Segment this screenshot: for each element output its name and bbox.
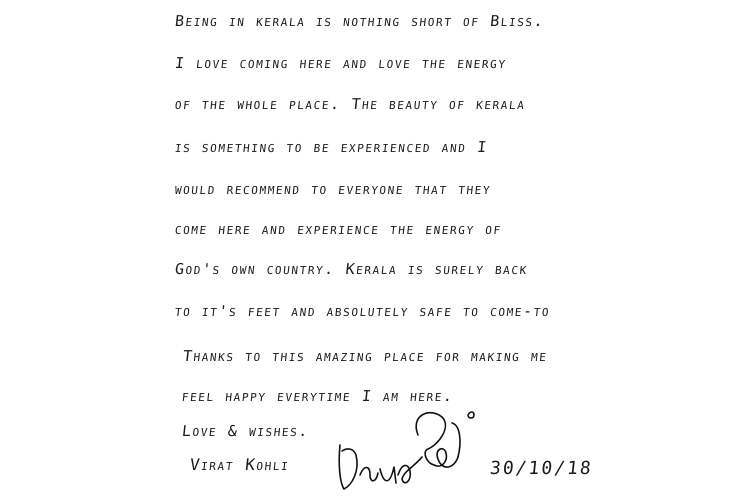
closing-line: Love & wishes.: [181, 422, 311, 440]
note-line: Being in kerala is nothing short of Bliss.: [174, 12, 546, 30]
note-line: God's own country. Kerala is surely back: [174, 260, 529, 278]
date: 30/10/18: [488, 458, 594, 479]
note-line: come here and experience the energy of: [174, 220, 503, 238]
note-line: is something to be experienced and I: [174, 138, 489, 156]
note-line: Thanks to this amazing place for making me: [182, 347, 549, 365]
author-name: Virat Kohli: [189, 455, 291, 474]
note-line: would recommend to everyone that they: [174, 180, 493, 198]
note-line: to it's feet and absolutely safe to come-to: [174, 302, 552, 320]
note-line: feel happy everytime I am here.: [181, 387, 455, 405]
note-line: of the whole place. The beauty of kerala: [174, 95, 527, 113]
note-line: I love coming here and love the energy: [174, 54, 508, 72]
signature: [330, 405, 480, 495]
